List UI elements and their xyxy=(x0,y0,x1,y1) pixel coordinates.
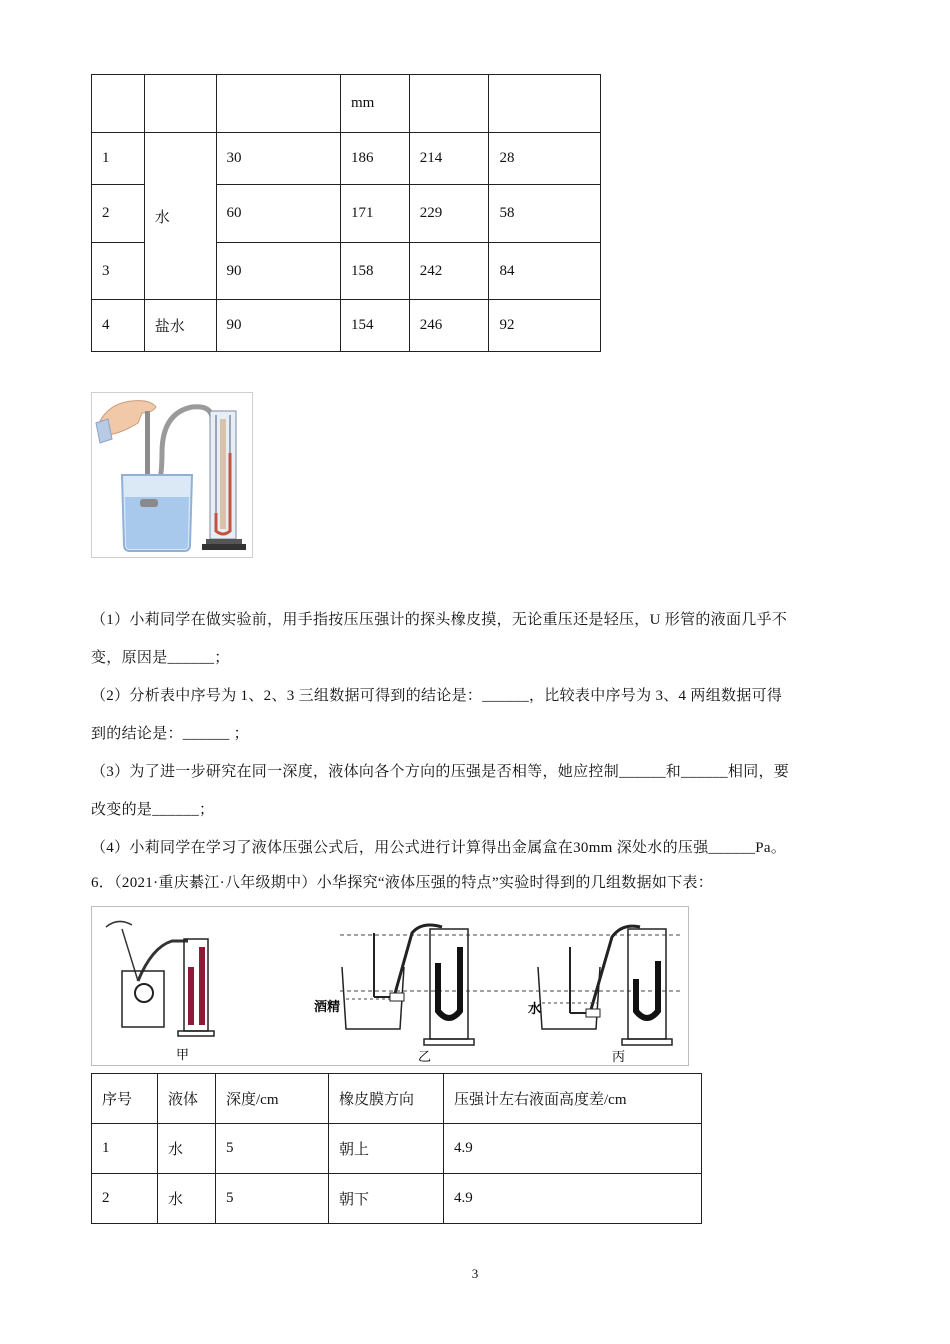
question-1-line-2: 变，原因是______； xyxy=(91,650,230,666)
table-cell: 154 xyxy=(340,300,409,352)
question-4-line-1: （4）小莉同学在学习了液体压强公式后，用公式进行计算得出金属盒在30mm 深处水的压强______Pa。 xyxy=(91,840,787,856)
table-header-cell: 深度/cm xyxy=(216,1074,329,1124)
table-cell: 1 xyxy=(92,133,145,185)
table-cell: 5 xyxy=(216,1174,329,1224)
table-cell: 3 xyxy=(92,243,145,300)
table-row xyxy=(92,1124,702,1174)
label-alcohol: 酒精 xyxy=(314,1000,341,1015)
question-3-line-1: （3）为了进一步研究在同一深度，液体向各个方向的压强是否相等，她应控制______和______相同，要 xyxy=(91,764,790,780)
table-cell xyxy=(92,75,145,133)
table-row xyxy=(92,133,601,185)
table-cell: 水 xyxy=(158,1124,216,1174)
table-cell: 214 xyxy=(409,133,489,185)
table-cell xyxy=(216,75,340,133)
question-3-line-2: 改变的是______； xyxy=(91,802,215,818)
table-header-cell: 序号 xyxy=(92,1074,158,1124)
table-header-cell: 橡皮膜方向 xyxy=(329,1074,444,1124)
table-row xyxy=(92,300,601,352)
label-water: 水 xyxy=(528,1002,542,1017)
table-cell: 186 xyxy=(340,133,409,185)
table-cell: 30 xyxy=(216,133,340,185)
table-cell-liquid-water: 水 xyxy=(144,133,216,300)
table-cell: 246 xyxy=(409,300,489,352)
table-header-row xyxy=(92,75,601,133)
table-cell: 229 xyxy=(409,185,489,243)
table-cell: 2 xyxy=(92,1174,158,1224)
pressure-experiment-figure xyxy=(91,906,689,1066)
table-cell: 盐水 xyxy=(144,300,216,352)
manometer-illustration xyxy=(92,393,252,557)
table-row xyxy=(92,1174,702,1224)
table-cell: 水 xyxy=(158,1174,216,1224)
table-cell: 84 xyxy=(489,243,601,300)
table-cell: 58 xyxy=(489,185,601,243)
table-header-row xyxy=(92,1074,702,1124)
question-1-line-1: （1）小莉同学在做实验前，用手指按压压强计的探头橡皮摸，无论重压还是轻压，U 形管的液面几乎不 xyxy=(91,612,788,628)
table-header-cell: 液体 xyxy=(158,1074,216,1124)
table-cell: 4 xyxy=(92,300,145,352)
table-cell: 90 xyxy=(216,243,340,300)
table-cell: 4.9 xyxy=(444,1124,702,1174)
table-cell: 4.9 xyxy=(444,1174,702,1224)
table-cell: 5 xyxy=(216,1124,329,1174)
label-bing: 丙 xyxy=(612,1050,626,1065)
table-header-cell: 压强计左右液面高度差/cm xyxy=(444,1074,702,1124)
table-cell: mm xyxy=(340,75,409,133)
problem-6-text: 6．（2021·重庆綦江·八年级期中）小华探究“液体压强的特点”实验时得到的几组数据如下表： xyxy=(91,875,714,891)
label-yi: 乙 xyxy=(418,1050,432,1065)
table-cell: 158 xyxy=(340,243,409,300)
label-jia: 甲 xyxy=(176,1048,190,1063)
manometer-figure xyxy=(91,392,253,558)
table-cell: 28 xyxy=(489,133,601,185)
table-cell: 朝下 xyxy=(329,1174,444,1224)
table-cell: 1 xyxy=(92,1124,158,1174)
table-cell: 朝上 xyxy=(329,1124,444,1174)
question-2-line-2: 到的结论是：______ ； xyxy=(91,726,249,742)
table-cell xyxy=(409,75,489,133)
table-cell xyxy=(144,75,216,133)
data-table-1 xyxy=(91,74,601,352)
table-cell: 171 xyxy=(340,185,409,243)
table-cell: 92 xyxy=(489,300,601,352)
table-cell: 2 xyxy=(92,185,145,243)
table-cell: 242 xyxy=(409,243,489,300)
question-2-line-1: （2）分析表中序号为 1、2、3 三组数据可得到的结论是：______，比较表中序号为 3、4 两组数据可得 xyxy=(91,688,783,704)
table-cell: 60 xyxy=(216,185,340,243)
data-table-2 xyxy=(91,1073,702,1224)
table-cell xyxy=(489,75,601,133)
table-cell: 90 xyxy=(216,300,340,352)
pressure-experiment-illustration xyxy=(92,907,688,1065)
page-number: 3 xyxy=(471,1266,479,1281)
